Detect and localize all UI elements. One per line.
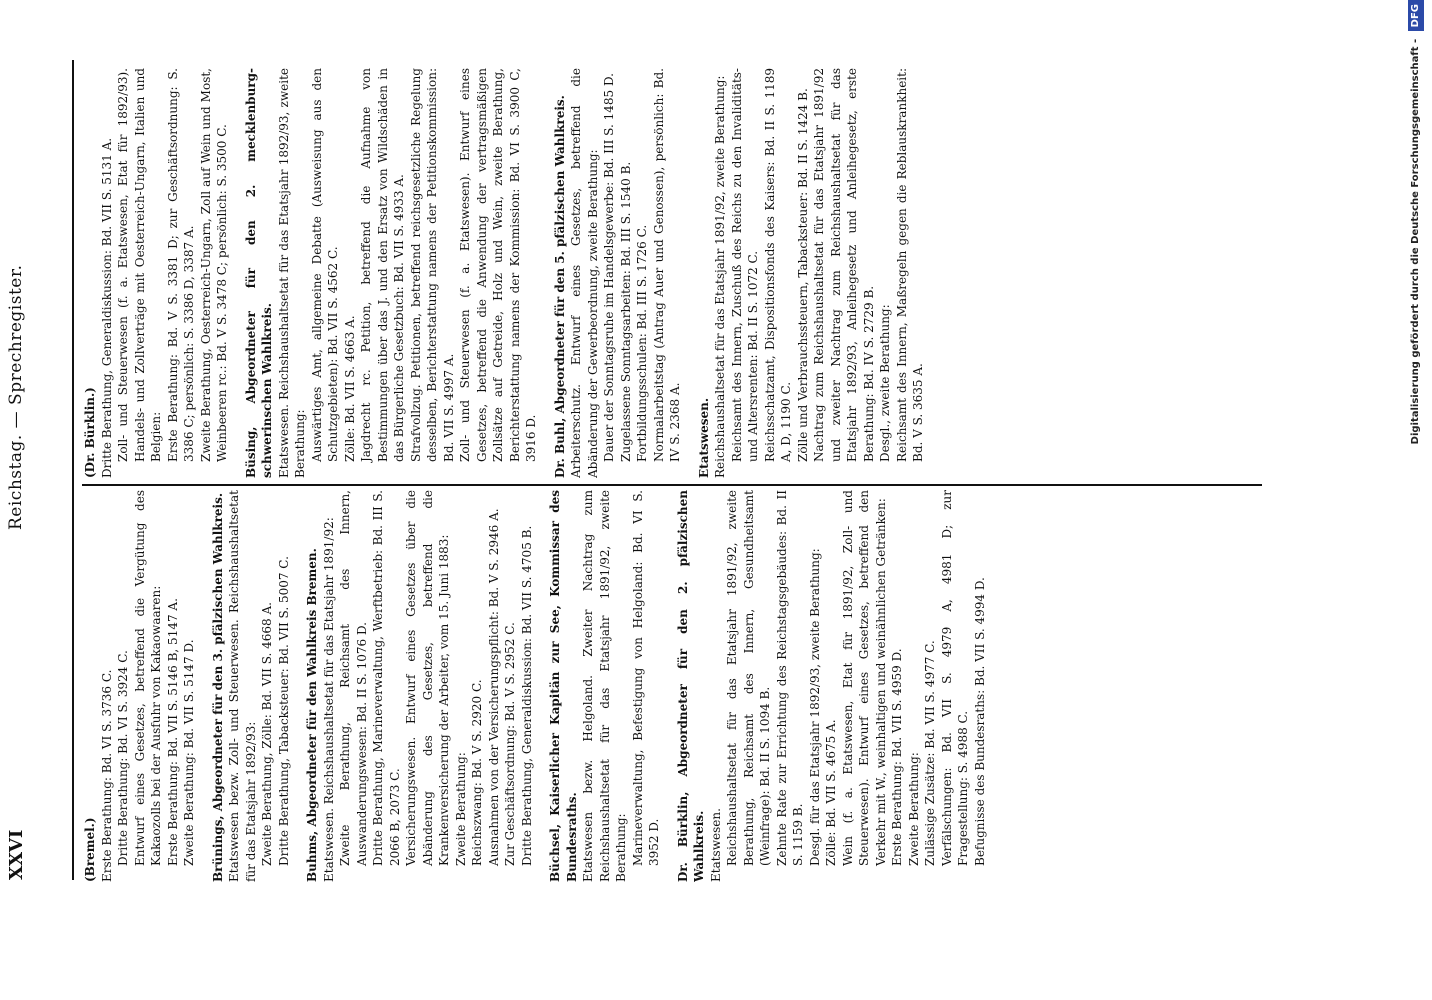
- entry-line: Fortbildungsschulen: Bd. III S. 1726 C.: [635, 224, 649, 462]
- register-entry: [552, 68, 684, 478]
- entry-line: Zur Geschäftsordnung: Bd. V S. 2952 C.: [503, 622, 517, 866]
- entry-line: Dritte Berathung: Bd. VI S. 3924 C.: [116, 650, 130, 866]
- entry-line: Zoll- und Steuerwesen (f. a. Etatswesen, Etat für 1892/93). Handels- und Zollverträge mit Oesterreich-Ungarn, Italien und Belgien:: [116, 68, 163, 462]
- entry-line: Entwurf eines Gesetzes, betreffend die Vergütung des Kakaozolls bei der Ausfuhr von Kakaowaaren:: [132, 490, 163, 866]
- entry-line: Zugelassene Sonntagsarbeiten: Bd. III S. 1540 B.: [618, 161, 633, 462]
- entry-line: Strafvollzug. Petitionen, betreffend reichsgesetzliche Regelung desselben, Berichterstattung namens der Petitionskommission: Bd. VII S. 4997 A.: [408, 68, 456, 462]
- entry-line: Erste Berathung: Bd. VII S. 4959 D.: [890, 648, 904, 866]
- entry-line: Etatswesen bezw. Helgoland. Zweiter Nachtrag zum Reichshaushaltsetat für das Etatsjahr 1891/92, zweite Berathung:: [581, 490, 628, 882]
- entry-heading: Etatswesen.: [696, 397, 711, 478]
- entry-line: Zweite Berathung, Zölle: Bd. VII S. 4668 A.: [260, 602, 274, 866]
- register-entry: [675, 490, 989, 882]
- entry-line: Desgl. für das Etatsjahr 1892/93, zweite Berathung:: [807, 548, 822, 866]
- header-rule: [72, 60, 74, 880]
- dfg-logo: DFG: [1408, 0, 1424, 31]
- entry-line: Befugnisse des Bundesraths: Bd. VII S. 4994 D.: [972, 577, 987, 866]
- entry-heading: (Dr. Bürklin.): [83, 387, 97, 478]
- entry-line: Zweite Berathung:: [906, 752, 921, 866]
- entry-line: Erste Berathung: Bd. VII S. 5146 B, 5147 A.: [165, 598, 180, 866]
- register-entry: [243, 68, 540, 478]
- entry-line: Reichsamt des Innern, Zuschuß des Reichs zu den Invaliditäts- und Altersrenten: Bd. II S. 1072 C.: [729, 68, 760, 462]
- entry-heading: Buhms, Abgeordneter für den Wahlkreis Bremen.: [305, 548, 319, 882]
- entry-line: Dauer der Sonntagsruhe im Handelsgewerbe: Bd. III S. 1485 D.: [602, 73, 616, 462]
- entry-line: Dritte Berathung, Generaldiskussion: Bd. VII S. 5131 A.: [99, 137, 114, 478]
- entry-line: Erste Berathung: Bd. VI S. 3736 C.: [99, 669, 114, 882]
- entry-line: Zoll- und Steuerwesen (f. a. Etatswesen). Entwurf eines Gesetzes, betreffend die Anwendung der vertragsmäßigen Zollsätze auf Getreide, Holz und Wein, zweite Berathung, Berichterstattung namens der Kommission: Bd. VI S. 3900 C, 3916 D.: [458, 68, 538, 462]
- page-header: [0, 0, 40, 1000]
- entry-line: Zölle: Bd. VII S. 4675 A.: [824, 719, 838, 866]
- entry-heading: Dr. Buhl, Abgeordneter für den 5. pfälzischen Wahlkreis.: [552, 95, 567, 478]
- entry-line: Etatswesen. Reichshaushaltsetat für das Etatsjahr 1892/93, zweite Berathung:: [276, 68, 307, 478]
- entry-line: Etatswesen. Reichshaushaltsetat für das Etatsjahr 1891/92:: [321, 517, 336, 882]
- page-number: XXVI: [6, 829, 27, 880]
- entry-heading: Brünings, Abgeordneter für den 3. pfälzischen Wahlkreis.: [210, 492, 225, 882]
- entry-line: Zulässige Zusätze: Bd. VII S. 4977 C.: [923, 640, 937, 866]
- register-entry: [210, 490, 293, 882]
- entry-line: Zweite Berathung, Oesterreich-Ungarn, Zoll auf Wein und Most, Weinbeeren rc.: Bd. V S. 3478 C; persönlich: S. 3500 C.: [198, 68, 229, 462]
- entry-line: Reichsschatzamt, Dispositionsfonds des Kaisers: Bd. II S. 1189 A, D, 1190 C.: [762, 68, 793, 462]
- entry-line: Ausnahmen von der Versicherungspflicht: Bd. V S. 2946 A.: [486, 508, 501, 866]
- entry-line: Jagdrecht rc. Petition, betreffend die Aufnahme von Bestimmungen über das J. und den Ersatz von Wildschäden in das Bürgerliche Gesetzbuch: Bd. VII S. 4933 A.: [359, 68, 406, 462]
- entry-line: Marineverwaltung, Befestigung von Helgoland: Bd. VI S. 3952 D.: [630, 490, 661, 866]
- entry-line: Reichshaushaltsetat für das Etatsjahr 1891/92, zweite Berathung:: [713, 75, 727, 478]
- register-entry: [82, 490, 198, 882]
- entry-line: Dritte Berathung, Marineverwaltung, Werftbetrieb: Bd. III S. 2066 B, 2073 C.: [371, 490, 402, 866]
- watermark-strip: [1404, 0, 1428, 1000]
- entry-line: Arbeiterschutz. Entwurf eines Gesetzes, betreffend die Abänderung der Gewerbeordnung, zweite Berathung:: [569, 68, 600, 478]
- entry-line: Zweite Berathung, Reichsamt des Innern, Auswanderungswesen: Bd. II S. 1076 D.: [338, 490, 369, 866]
- entry-line: Normalarbeitstag (Antrag Auer und Genossen), persönlich: Bd. IV S. 2368 A.: [651, 68, 682, 462]
- entry-line: Auswärtiges Amt, allgemeine Debatte (Ausweisung aus den Schutzgebieten): Bd. VII S. 4562 C.: [309, 68, 340, 462]
- entry-line: Zölle: Bd. VII S. 4663 A.: [342, 315, 357, 462]
- entry-heading: Büsing, Abgeordneter für den 2. mecklenburg-schwerinschen Wahlkreis.: [243, 68, 274, 478]
- entry-line: Zehnte Rate zur Errichtung des Reichstagsgebäudes: Bd. II S. 1159 B.: [774, 490, 805, 866]
- register-entry: [82, 68, 231, 478]
- register-entry: [696, 68, 927, 478]
- left-column: [82, 490, 1292, 882]
- entry-line: Etatswesen bezw. Zoll- und Steuerwesen. Reichshaushaltsetat für das Etatsjahr 1892/93:: [227, 490, 258, 882]
- entry-line: Versicherungswesen. Entwurf eines Gesetzes über die Abänderung des Gesetzes, betreffend die Krankenversicherung der Arbeiter, vom 15. Juni 1883:: [404, 490, 451, 866]
- entry-line: Reichszwang: Bd. V S. 2920 C.: [470, 679, 484, 866]
- column-divider: [82, 484, 1262, 486]
- watermark-text: Digitalisierung gefördert durch die Deutsche Forschungsgemeinschaft -: [1410, 38, 1421, 445]
- entry-line: Nachtrag zum Reichshaushaltsetat für das Etatsjahr 1891/92 und zweiter Nachtrag zum Reichshaushaltsetat für das Etatsjahr 1892/93, Anleihegesetz und Anleihegesetz, erste Berathung: Bd. IV S. 2729 B.: [812, 68, 876, 462]
- entry-line: Etatswesen.: [708, 808, 723, 882]
- entry-line: Zweite Berathung:: [453, 752, 468, 866]
- entry-heading: (Bremel.): [83, 817, 97, 882]
- register-entry: [547, 490, 663, 882]
- entry-line: Verfälschungen: Bd. VII S. 4979 A, 4981 D; zur Fragestellung: S. 4988 C.: [939, 490, 970, 866]
- entry-line: Dritte Berathung, Generaldiskussion: Bd. VII S. 4705 B.: [519, 525, 534, 866]
- entry-line: Reichshaushaltsetat für das Etatsjahr 1891/92, zweite Berathung, Reichsamt des Innern, Gesundheitsamt (Weinfrage): Bd. II S. 1094 B.: [725, 490, 772, 866]
- entry-line: Zweite Berathung: Bd. VII S. 5147 D.: [182, 639, 196, 866]
- entry-line: Dritte Berathung, Tabacksteuer: Bd. VII S. 5007 C.: [276, 556, 291, 866]
- entry-heading: Büchsel, Kaiserlicher Kapitän zur See, Kommissar des Bundesraths.: [548, 490, 579, 882]
- register-entry: [304, 490, 535, 882]
- watermark: [1404, 0, 1428, 1000]
- right-column: [82, 68, 1292, 478]
- entry-line: Erste Berathung: Bd. V S. 3381 D; zur Geschäftsordnung: S. 3386 C; persönlich: S. 3386 D, 3387 A.: [165, 68, 196, 462]
- entry-heading: Dr. Bürklin, Abgeordneter für den 2. pfälzischen Wahlkreis.: [675, 490, 706, 882]
- running-title: Reichstag. — Sprechregister.: [6, 264, 26, 530]
- entry-line: Reichsamt des Innern, Maßregeln gegen die Reblauskrankheit: Bd. V S. 3635 A.: [894, 68, 925, 462]
- entry-line: Zölle und Verbrauchssteuern, Tabacksteuer: Bd. II S. 1424 B.: [795, 88, 810, 462]
- entry-line: Wein (f. a. Etatswesen, Etat für 1891/92, Zoll- und Steuerwesen). Entwurf eines Gesetzes, betreffend den Verkehr mit W., weinhaltigen und weinähnlichen Getränken:: [840, 490, 888, 866]
- entry-line: Desgl., zweite Berathung:: [878, 304, 892, 462]
